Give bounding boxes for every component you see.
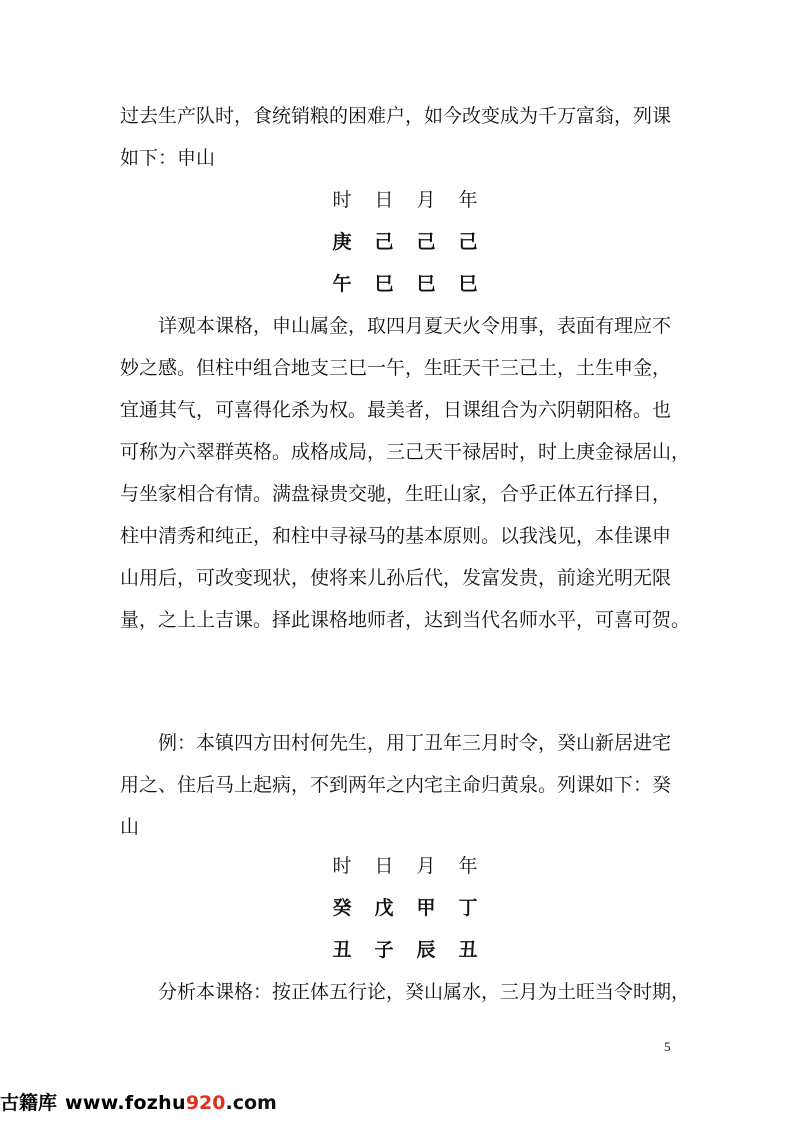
watermark-brand: 古籍库 <box>0 1092 58 1114</box>
text-line: 妙之感。但柱中组合地支三巳一午，生旺天干三己土，土生申金， <box>120 357 672 379</box>
pillar-header-year: 年 <box>458 855 478 877</box>
stem-year: 丁 <box>458 897 478 919</box>
branch-hour: 丑 <box>332 939 352 961</box>
branch-hour: 午 <box>332 273 352 295</box>
pillar-header-month: 月 <box>416 189 436 211</box>
text-line: 宜通其气，可喜得化杀为权。最美者，日课组合为六阴朝阳格。也 <box>120 399 672 421</box>
text-line: 详观本课格，申山属金，取四月夏天火令用事，表面有理应不 <box>120 315 672 337</box>
pillar-header-row <box>330 188 480 212</box>
pillar-header-year: 年 <box>458 189 478 211</box>
stem-hour: 癸 <box>332 897 352 919</box>
watermark-url-suffix: .com <box>225 1092 277 1114</box>
branch-day: 子 <box>374 939 394 961</box>
text-line: 与坐家相合有情。满盘禄贵交驰，生旺山家，合乎正体五行择日， <box>120 483 672 505</box>
pillar-header-hour: 时 <box>332 189 352 211</box>
stem-month: 己 <box>416 231 436 253</box>
branch-year: 巳 <box>458 273 478 295</box>
text-line: 过去生产队时，食统销粮的困难户，如今改变成为千万富翁，列课 <box>120 105 672 127</box>
branch-day: 巳 <box>374 273 394 295</box>
pillar-header-month: 月 <box>416 855 436 877</box>
branch-month: 辰 <box>416 939 436 961</box>
watermark-url-prefix: www.fozhu <box>65 1092 186 1114</box>
text-line: 山用后，可改变现状，使将来儿孙后代，发富发贵，前途光明无限 <box>120 567 672 589</box>
text-line: 分析本课格：按正体五行论，癸山属水，三月为土旺当令时期， <box>120 981 691 1003</box>
pillar-branches-row <box>330 938 480 962</box>
text-line: 量，之上上吉课。择此课格地师者，达到当代名师水平，可喜可贺。 <box>120 609 691 631</box>
site-watermark <box>0 1088 277 1118</box>
text-line: 用之、住后马上起病，不到两年之内宅主命归黄泉。列课如下：癸 <box>120 774 672 796</box>
stem-day: 戊 <box>374 897 394 919</box>
text-line: 柱中清秀和纯正，和柱中寻禄马的基本原则。以我浅见，本佳课申 <box>120 525 672 547</box>
text-line: 可称为六翠群英格。成格成局，三己天干禄居时，时上庚金禄居山， <box>120 441 691 463</box>
stem-hour: 庚 <box>332 231 352 253</box>
pillar-header-day: 日 <box>374 189 394 211</box>
text-line: 山 <box>120 816 140 838</box>
stem-day: 己 <box>374 231 394 253</box>
stem-month: 甲 <box>416 897 436 919</box>
pillar-stems-row <box>330 896 480 920</box>
pillar-header-hour: 时 <box>332 855 352 877</box>
watermark-url-number: 920 <box>185 1092 226 1114</box>
pillar-stems-row <box>330 230 480 254</box>
branch-year: 丑 <box>458 939 478 961</box>
stem-year: 己 <box>458 231 478 253</box>
pillar-header-day: 日 <box>374 855 394 877</box>
pillar-branches-row <box>330 272 480 296</box>
text-line: 如下：申山 <box>120 147 216 169</box>
branch-month: 巳 <box>416 273 436 295</box>
pillar-header-row <box>330 854 480 878</box>
page-number: 5 <box>664 1039 671 1054</box>
text-line: 例：本镇四方田村何先生，用丁丑年三月时令，癸山新居进宅 <box>120 732 672 754</box>
